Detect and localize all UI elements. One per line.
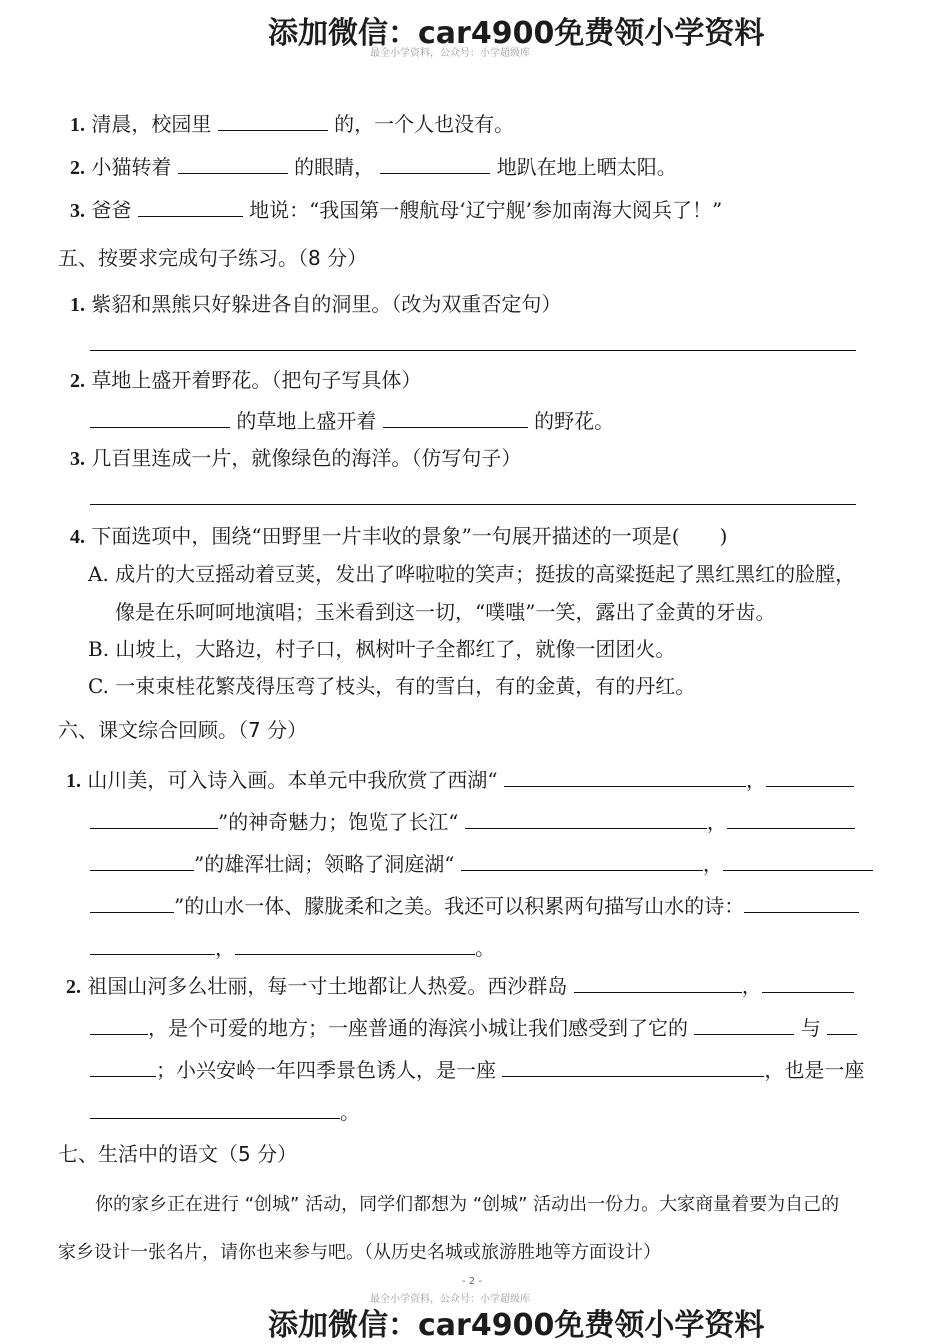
part6-q2-line2 (90, 1014, 857, 1042)
answer-blank[interactable] (380, 153, 490, 174)
part7-paragraph-line1: 你的家乡正在进行 “创城” 活动，同学们都想为 “创城” 活动出一份力。大家商量着要为自己的 (95, 1194, 840, 1215)
option-c[interactable]: C. 一束束桂花繁茂得压弯了枝头，有的雪白，有的金黄，有的丹红。 (88, 674, 696, 698)
q-number: 2. (70, 157, 85, 179)
q-text: 祖国山河多么壮丽，每一寸土地都让人热爱。西沙群岛 (87, 974, 568, 998)
part6-q1-line2 (90, 808, 855, 836)
answer-line[interactable] (90, 350, 856, 351)
answer-blank[interactable] (138, 196, 243, 217)
q-text: ， (215, 936, 235, 960)
answer-blank[interactable] (827, 1014, 857, 1035)
answer-blank[interactable] (90, 808, 218, 829)
answer-blank[interactable] (90, 892, 174, 913)
part4-q1 (70, 110, 514, 139)
q-text: 的眼睛， (294, 155, 375, 179)
answer-blank[interactable] (90, 407, 230, 428)
part7-paragraph-line2: 家乡设计一张名片，请你也来参与吧。（从历史名城或旅游胜地等方面设计） (58, 1242, 661, 1263)
part6-q1-line3 (90, 850, 873, 878)
q-number: 1. (70, 294, 85, 316)
q-text: 的，一个人也没有。 (334, 112, 515, 136)
page-number: - 2 - (462, 1276, 482, 1287)
answer-blank[interactable] (723, 850, 873, 871)
part5-q4 (70, 522, 727, 551)
q-number: 1. (66, 770, 81, 792)
q-text: 草地上盛开着野花。（把句子写具体） (91, 368, 422, 392)
answer-blank[interactable] (574, 972, 742, 993)
q-text: 的野花。 (534, 409, 615, 433)
answer-blank[interactable] (90, 934, 215, 955)
q-text: 清晨，校园里 (91, 112, 212, 136)
part4-q2 (70, 153, 677, 182)
answer-blank[interactable] (235, 934, 475, 955)
q-text: 几百里连成一片，就像绿色的海洋。（仿写句子） (91, 446, 522, 470)
part5-q3 (70, 444, 521, 473)
part6-q2-line3 (90, 1056, 864, 1084)
watermark-bottom-sub: 最全小学资料，公众号：小学超级库 (370, 1294, 530, 1305)
part5-q1 (70, 290, 561, 319)
q-text: 。 (340, 1100, 360, 1124)
q-text: 地趴在地上晒太阳。 (496, 155, 677, 179)
answer-blank[interactable] (766, 766, 854, 787)
q-number: 4. (70, 526, 85, 548)
answer-blank[interactable] (727, 808, 855, 829)
option-b[interactable]: B. 山坡上，大路边，村子口，枫树叶子全都红了，就像一团团火。 (88, 637, 676, 661)
answer-blank[interactable] (461, 850, 703, 871)
q-text: ， (741, 974, 762, 998)
q-number: 3. (70, 448, 85, 470)
option-a-line2: 像是在乐呵呵地演唱；玉米看到这一切，“噗嗤”一笑，露出了金黄的牙齿。 (115, 600, 776, 624)
q-text: 小猫转着 (91, 155, 172, 179)
answer-blank[interactable] (383, 407, 528, 428)
part6-q2-line4 (90, 1098, 360, 1126)
answer-blank[interactable] (90, 1014, 148, 1035)
q-text: 山川美，可入诗入画。本单元中我欣赏了西湖“ (87, 768, 498, 792)
part4-q3 (70, 196, 722, 225)
answer-blank[interactable] (178, 153, 288, 174)
watermark-top-sub: 最全小学资料，公众号：小学超级库 (370, 48, 530, 59)
q-number: 2. (66, 976, 81, 998)
section-title-7: 七、生活中的语文（5 分） (58, 1142, 298, 1166)
answer-blank[interactable] (90, 1098, 340, 1119)
q-text: ；小兴安岭一年四季景色诱人，是一座 (156, 1058, 496, 1082)
part6-q2-line1 (66, 972, 854, 1001)
option-a-line1[interactable]: A. 成片的大豆摇动着豆荚，发出了哗啦啦的笑声；挺拔的高粱挺起了黑红黑红的脸膛， (88, 562, 856, 586)
watermark-top: 添加微信：car4900免费领小学资料 (268, 16, 765, 51)
watermark-bottom: 添加微信：car4900免费领小学资料 (268, 1308, 765, 1343)
part6-q1-line5 (90, 934, 495, 962)
section-title-6: 六、课文综合回顾。（7 分） (58, 718, 308, 742)
q-text: ， (745, 768, 766, 792)
answer-blank[interactable] (762, 972, 854, 993)
answer-line[interactable] (90, 504, 856, 505)
q-text: ”的山水一体、朦胧柔和之美。我还可以积累两句描写山水的诗： (174, 894, 745, 918)
q-text: 的草地上盛开着 (236, 409, 377, 433)
q-text: ，是个可爱的地方；一座普通的海滨小城让我们感受到了它的 (148, 1016, 688, 1040)
answer-blank[interactable] (694, 1014, 794, 1035)
answer-blank[interactable] (218, 110, 328, 131)
q-text: ， (706, 810, 727, 834)
answer-blank[interactable] (504, 766, 746, 787)
answer-blank[interactable] (502, 1056, 764, 1077)
q-text: 地说：“我国第一艘航母‘辽宁舰’参加南海大阅兵了！” (249, 198, 723, 222)
q-text: 与 (800, 1016, 821, 1040)
part6-q1-line4 (90, 892, 859, 920)
part5-q2-fill (90, 407, 614, 435)
q-text: 下面选项中，围绕“田野里一片丰收的景象”一句展开描述的一项是( ) (91, 524, 728, 548)
q-text: ，也是一座 (764, 1058, 865, 1082)
answer-blank[interactable] (465, 808, 707, 829)
q-text: ”的神奇魅力；饱览了长江“ (218, 810, 459, 834)
part5-q2 (70, 366, 421, 395)
answer-blank[interactable] (90, 850, 194, 871)
q-text: 。 (475, 936, 495, 960)
q-number: 1. (70, 114, 85, 136)
part6-q1-line1 (66, 766, 854, 795)
q-text: 紫貂和黑熊只好躲进各自的洞里。（改为双重否定句） (91, 292, 562, 316)
q-text: ”的雄浑壮阔；领略了洞庭湖“ (194, 852, 455, 876)
answer-blank[interactable] (744, 892, 859, 913)
q-text: ， (702, 852, 723, 876)
q-number: 3. (70, 200, 85, 222)
section-title-5: 五、按要求完成句子练习。（8 分） (58, 246, 368, 270)
q-number: 2. (70, 370, 85, 392)
q-text: 爸爸 (91, 198, 132, 222)
answer-blank[interactable] (90, 1056, 156, 1077)
